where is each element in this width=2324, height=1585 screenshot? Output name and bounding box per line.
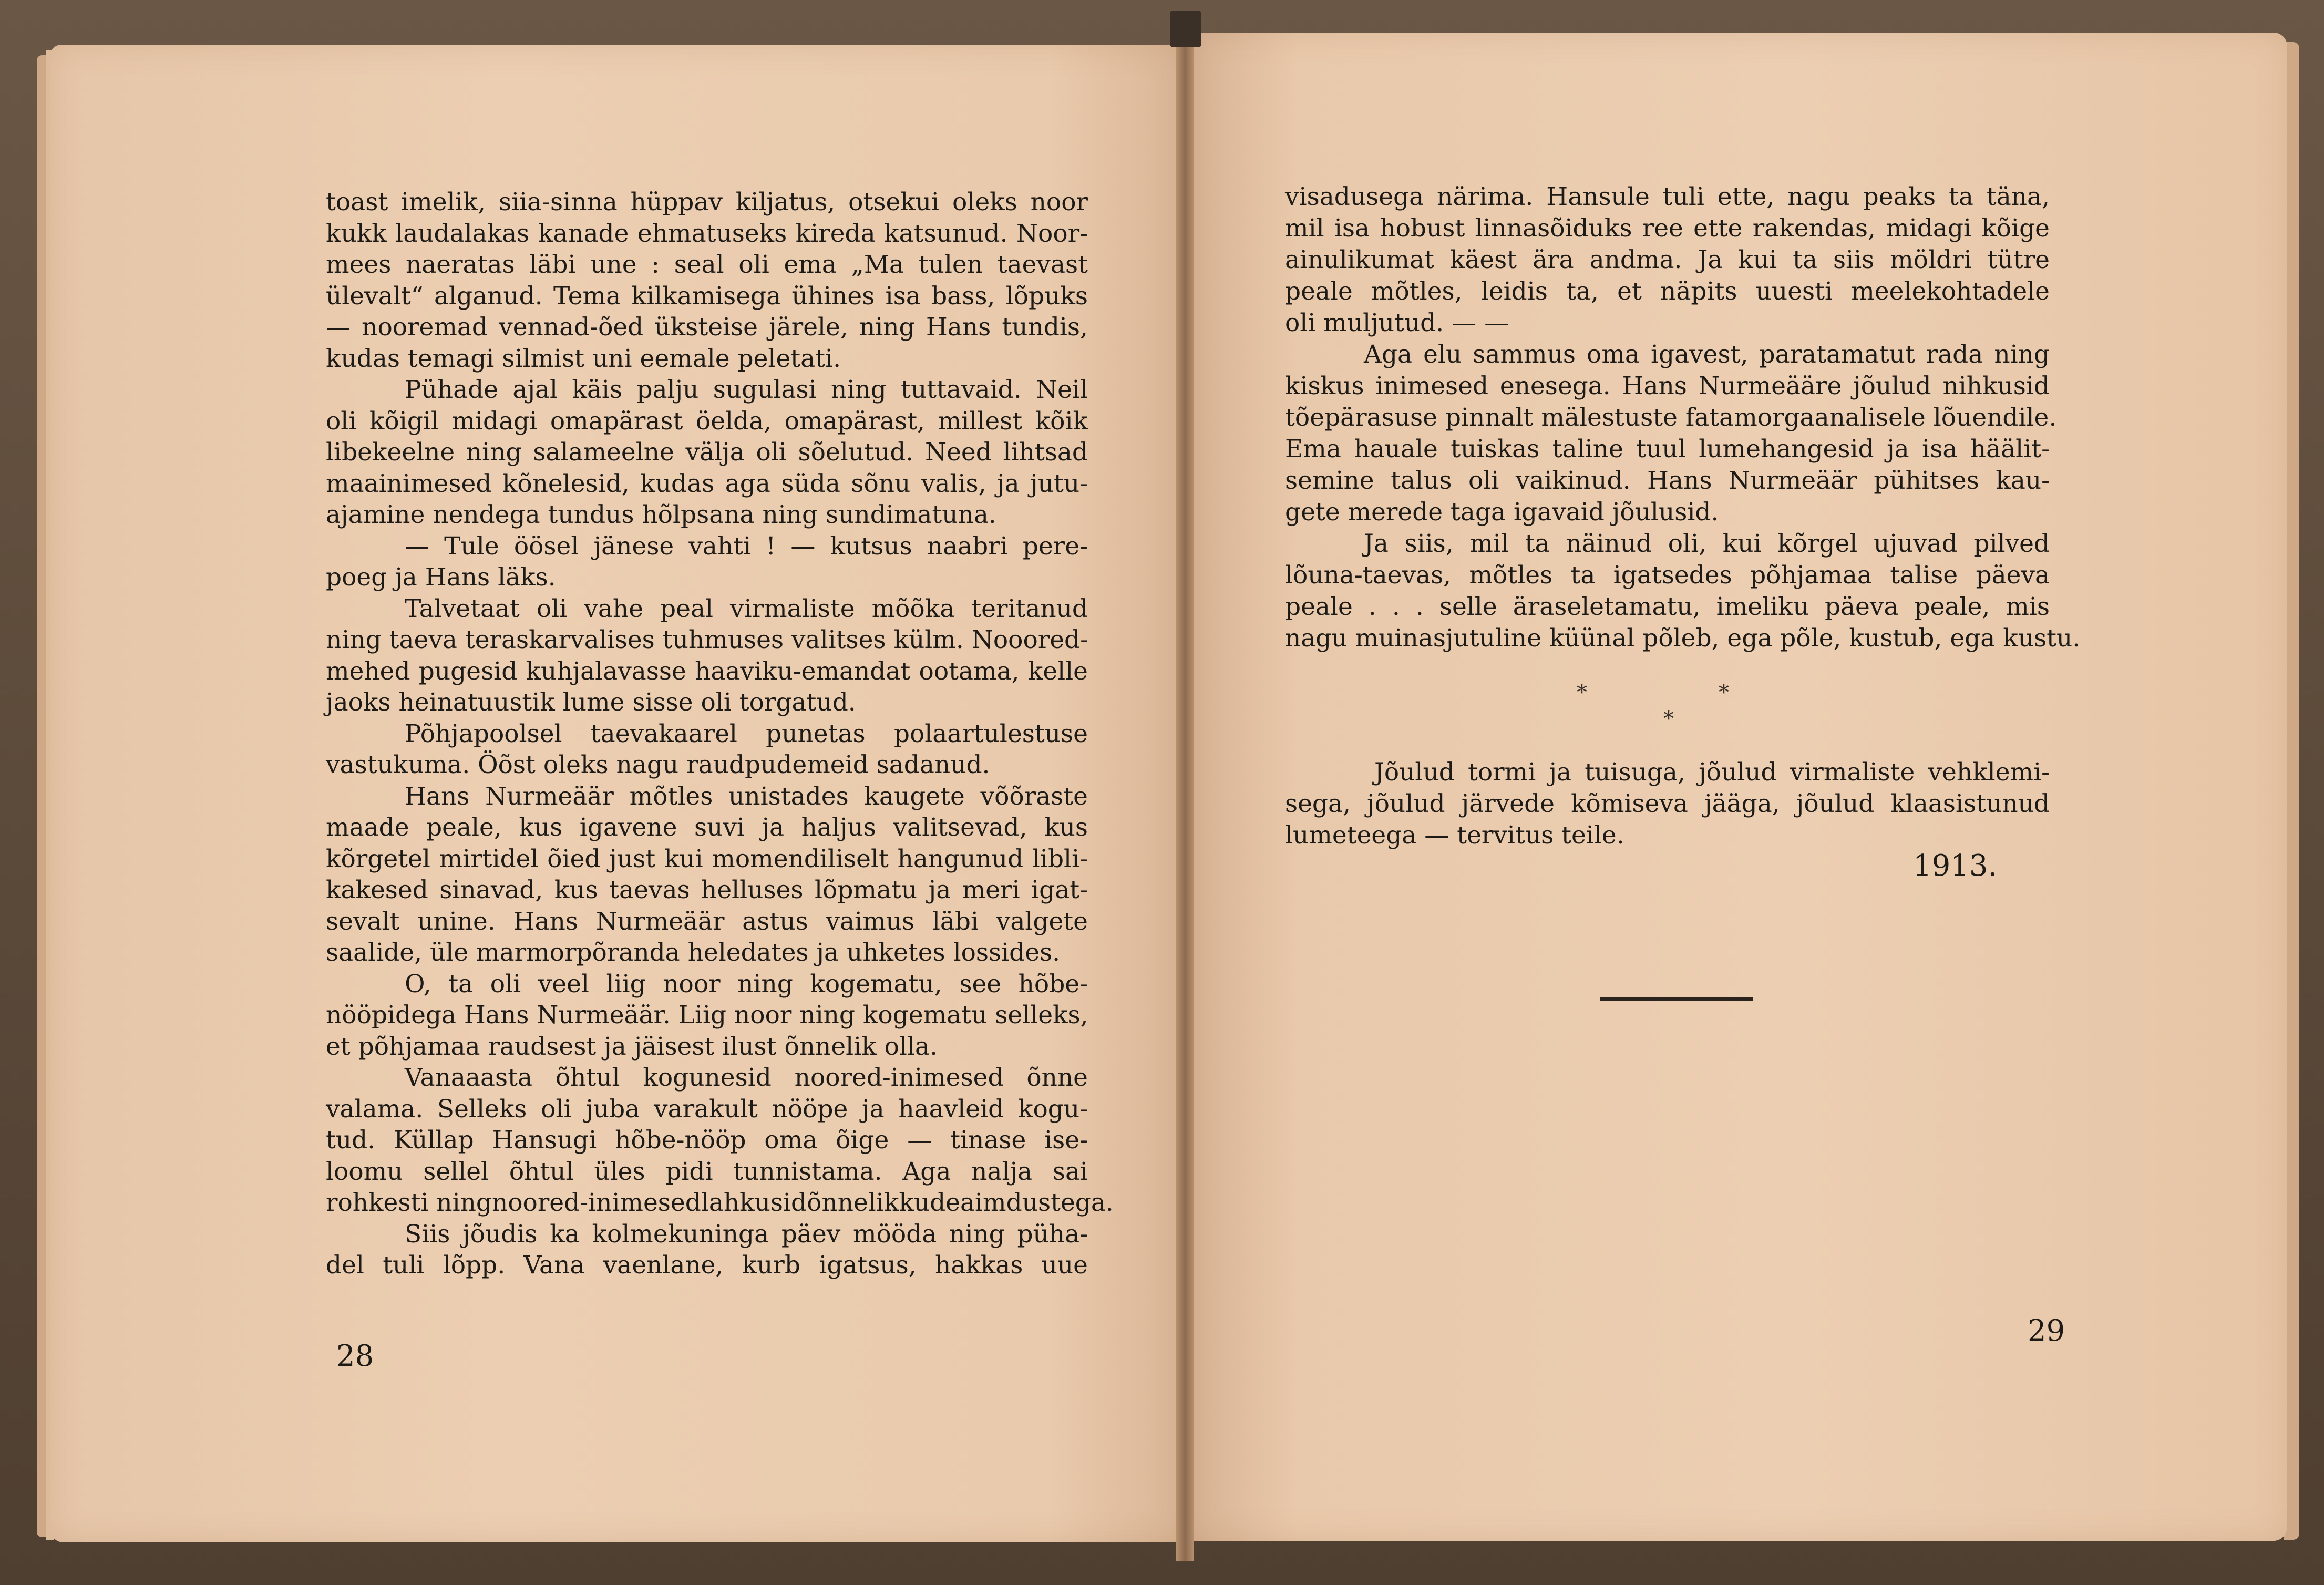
text-line: maade peale, kus igavene suvi ja haljus valitsevad, kus: [326, 813, 1088, 842]
text-line: Põhjapoolsel taevakaarel punetas polaartulestuse: [405, 719, 1088, 748]
text-line: oli kõigil midagi omapärast öelda, omapärast, millest kõik: [326, 406, 1088, 436]
text-line: tud. Küllap Hansugi hõbe-nööp oma õige — tinase ise-: [326, 1126, 1088, 1155]
text-line: kiskus inimesed enesega. Hans Nurmeääre jõulud nihkusid: [1285, 372, 2050, 400]
text-line: Talvetaat oli vahe peal virmaliste mõõka teritanud: [405, 594, 1088, 623]
text-line: peale . . . selle äraseletamatu, imeliku päeva peale, mis: [1285, 592, 2050, 621]
text-line: mehed pugesid kuhjalavasse haaviku-emandat ootama, kelle: [326, 656, 1088, 686]
section-break-asterisks: [1577, 681, 1766, 731]
text-line: kukk laudalakas kanade ehmatuseks kireda katsunud. Noor-: [326, 219, 1088, 248]
text-line: sevalt unine. Hans Nurmeäär astus vaimus läbi valgete: [326, 907, 1088, 936]
text-line: Vanaaasta õhtul kogunesid noored-inimesed õnne: [405, 1063, 1088, 1092]
asterisk-mark: *: [1663, 707, 1674, 731]
asterisk-mark: *: [1577, 681, 1587, 705]
text-line: tõepärasuse pinnalt mälestuste fatamorgaanalisele lõuendile.: [1285, 403, 2057, 432]
text-line: visadusega närima. Hansule tuli ette, nagu peaks ta täna,: [1285, 182, 2050, 211]
binding-clip: [1170, 11, 1201, 47]
text-line: sega, jõulud järvede kõmiseva jääga, jõulud klaasistunud: [1285, 789, 2050, 818]
text-line: ainulikumat käest ära andma. Ja kui ta siis möldri tütre: [1285, 245, 2050, 274]
text-line: lõuna-taevas, mõtles ta igatsedes põhjamaa talise päeva: [1285, 561, 2050, 590]
text-line: toast imelik, siia-sinna hüppav kiljatus, otsekui oleks noor: [326, 188, 1088, 217]
right-page-text: [1285, 181, 2081, 654]
text-line: rohkesti ningnoored-inimesedlahkusidõnnelikkudeaimdustega.: [326, 1188, 1114, 1217]
text-line: valama. Selleks oli juba varakult nööpe ja haavleid kogu-: [326, 1094, 1088, 1124]
text-line: Pühade ajal käis palju sugulasi ning tuttavaid. Neil: [405, 375, 1088, 404]
text-line: loomu sellel õhtul üles pidi tunnistama. Aga nalja sai: [326, 1157, 1088, 1186]
text-line: jaoks heinatuustik lume sisse oli torgatud.: [326, 688, 856, 717]
text-line: O, ta oli veel liig noor ning kogematu, see hõbe-: [405, 969, 1088, 999]
text-line: nööpidega Hans Nurmeäär. Liig noor ning kogematu selleks,: [326, 1001, 1088, 1030]
text-line: Siis jõudis ka kolmekuninga päev mööda ning püha-: [405, 1219, 1088, 1249]
text-line: saalide, üle marmorpõranda heledates ja uhketes lossides.: [326, 938, 1061, 967]
text-line: Jõulud tormi ja tuisuga, jõulud virmaliste vehklemi-: [1374, 758, 2050, 787]
text-line: nagu muinasjutuline küünal põleb, ega põle, kustub, ega kustu.: [1285, 624, 2081, 653]
text-line: et põhjamaa raudsest ja jäisest ilust õnnelik olla.: [326, 1032, 938, 1061]
book-spine: [1176, 21, 1194, 1561]
text-line: del tuli lõpp. Vana vaenlane, kurb igatsus, hakkas uue: [326, 1251, 1088, 1280]
text-line: kudas temagi silmist uni eemale peletati.: [326, 344, 841, 373]
text-line: mees naeratas läbi une : seal oli ema „Ma tulen taevast: [326, 250, 1088, 279]
text-line: — nooremad vennad-õed üksteise järele, ning Hans tundis,: [326, 313, 1088, 342]
left-page-text: [326, 187, 1114, 1281]
text-line: oli muljutud. — —: [1285, 308, 1509, 337]
text-line: libekeelne ning salameelne välja oli sõelutud. Need lihtsad: [326, 438, 1088, 467]
text-line: ning taeva teraskarvalises tuhmuses valitses külm. Nooored-: [326, 625, 1089, 654]
text-line: lumeteega — tervitus teile.: [1285, 821, 1624, 850]
text-line: Aga elu sammus oma igavest, paratamatut rada ning: [1364, 340, 2050, 369]
year-signature: 1913.: [1913, 849, 1998, 883]
asterisk-mark: *: [1719, 681, 1729, 705]
text-line: ajamine nendega tundus hõlpsana ning sundimatuna.: [326, 500, 996, 529]
text-line: mil isa hobust linnasõiduks ree ette rakendas, midagi kõige: [1285, 214, 2050, 243]
closing-paragraph: [1285, 757, 2050, 851]
end-rule-divider: [1600, 997, 1753, 1001]
text-line: kõrgetel mirtidel õied just kui momendiliselt hangunud libli-: [326, 844, 1088, 873]
text-line: Ema hauale tuiskas taline tuul lumehangesid ja isa häälit-: [1285, 435, 2050, 464]
text-line: maainimesed kõnelesid, kudas aga süda sõnu valis, ja jutu-: [326, 469, 1088, 498]
page-number-left: 28: [336, 1339, 374, 1373]
text-line: semine talus oli vaikinud. Hans Nurmeäär pühitses kau-: [1285, 466, 2050, 495]
text-line: Ja siis, mil ta näinud oli, kui kõrgel ujuvad pilved: [1364, 529, 2050, 558]
text-line: ülevalt“ alganud. Tema kilkamisega ühines isa bass, lõpuks: [326, 281, 1088, 311]
text-line: peale mõtles, leidis ta, et näpits uuesti meelekohtadele: [1285, 277, 2050, 306]
text-line: poeg ja Hans läks.: [326, 563, 556, 592]
text-line: gete merede taga igavaid jõulusid.: [1285, 498, 1719, 527]
text-line: kakesed sinavad, kus taevas helluses lõpmatu ja meri igat-: [326, 876, 1088, 904]
text-line: Hans Nurmeäär mõtles unistades kaugete võõraste: [405, 781, 1088, 811]
text-line: vastukuma. Öõst oleks nagu raudpudemeid sadanud.: [326, 750, 990, 779]
page-number-right: 29: [2028, 1314, 2065, 1348]
text-line: — Tule öösel jänese vahti ! — kutsus naabri pere-: [405, 531, 1088, 561]
